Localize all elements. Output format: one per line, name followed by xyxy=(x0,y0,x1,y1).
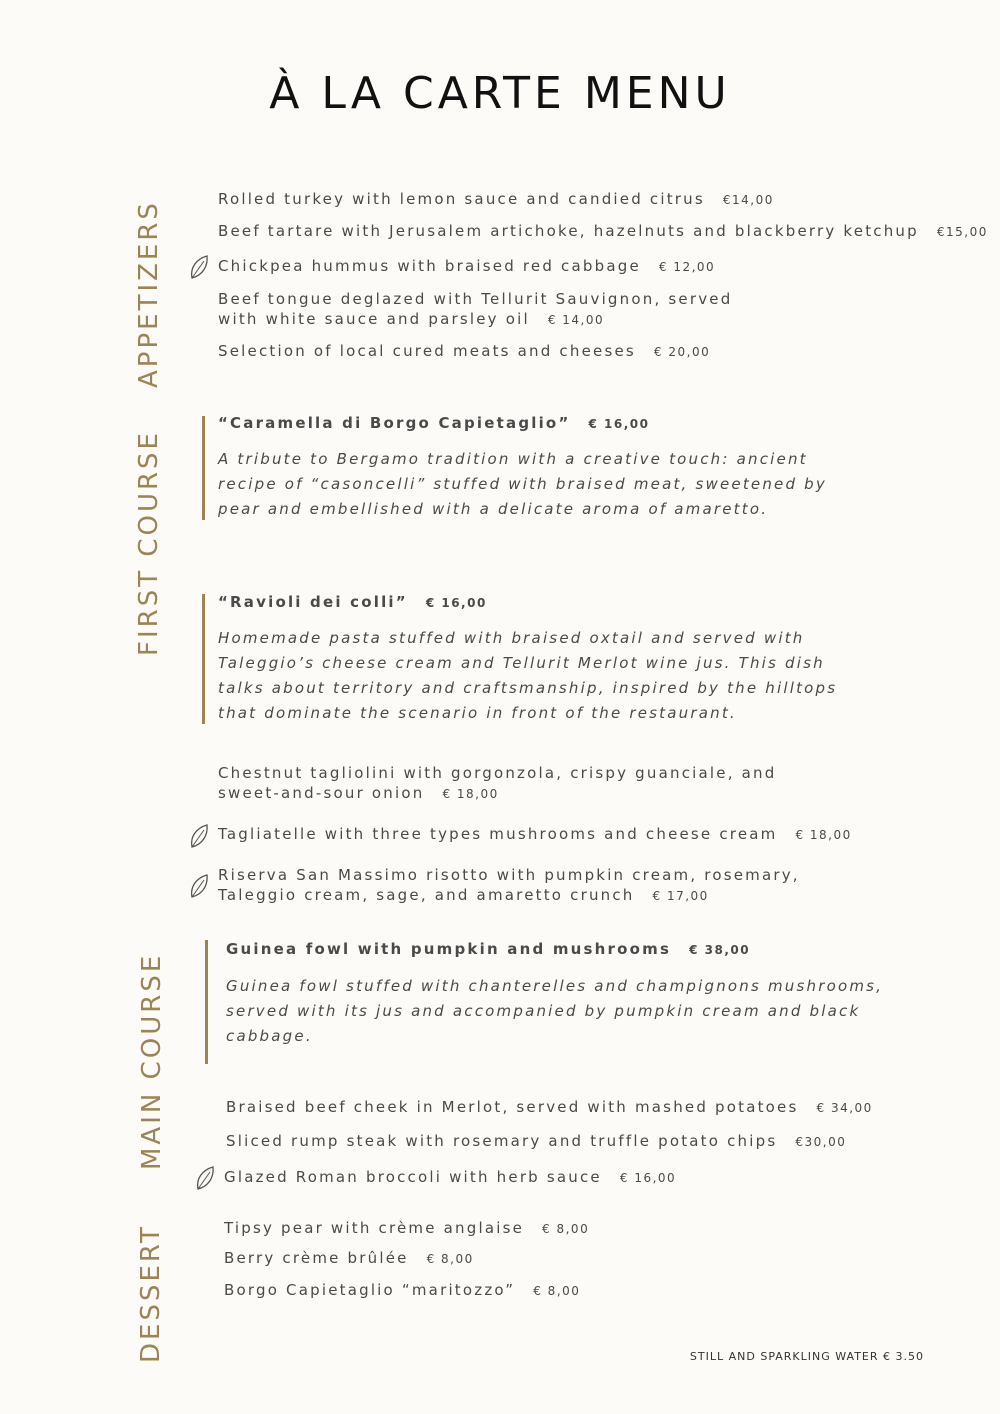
item-description xyxy=(226,974,883,1049)
item-name: Borgo Capietaglio “maritozzo” xyxy=(224,1281,516,1299)
menu-item-featured xyxy=(218,413,649,434)
item-name: Selection of local cured meats and cheeses xyxy=(218,342,636,360)
item-name: Glazed Roman broccoli with herb sauce xyxy=(224,1168,602,1186)
menu-item xyxy=(218,189,774,210)
desc-line: recipe of “casoncelli” stuffed with braised meat, sweetened by xyxy=(218,475,827,493)
desc-line: Guinea fowl stuffed with chanterelles and champignons mushrooms, xyxy=(226,977,884,995)
item-name: Sliced rump steak with rosemary and truffle potato chips xyxy=(226,1132,778,1150)
item-description xyxy=(218,447,827,522)
item-price: € 18,00 xyxy=(442,787,499,801)
item-name-line1: Chestnut tagliolini with gorgonzola, crispy guanciale, and xyxy=(218,764,777,782)
menu-item xyxy=(218,221,988,242)
menu-item xyxy=(226,1131,846,1152)
menu-item xyxy=(224,1248,474,1269)
item-name: Guinea fowl with pumpkin and mushrooms xyxy=(226,940,672,958)
item-name-line1: Beef tongue deglazed with Tellurit Sauvignon, served xyxy=(218,290,733,308)
item-price: € 12,00 xyxy=(658,260,716,274)
page-title: À LA CARTE MENU xyxy=(269,68,731,119)
leaf-icon xyxy=(188,254,210,280)
item-name: “Ravioli dei colli” xyxy=(218,593,408,611)
section-label-appetizers: APPETIZERS xyxy=(134,200,164,388)
section-label-main-course: MAIN COURSE xyxy=(137,952,167,1170)
water-price-note: STILL AND SPARKLING WATER € 3.50 xyxy=(689,1350,924,1363)
item-name-line2: Taleggio cream, sage, and amaretto crunch xyxy=(218,886,635,904)
item-price: € 17,00 xyxy=(652,889,709,903)
menu-item-featured xyxy=(226,939,750,960)
section-label-dessert: DESSERT xyxy=(136,1224,166,1363)
item-name: “Caramella di Borgo Capietaglio” xyxy=(218,414,571,432)
item-price: € 18,00 xyxy=(795,828,852,842)
item-name: Tagliatelle with three types mushrooms and cheese cream xyxy=(218,825,778,843)
item-price: € 16,00 xyxy=(619,1171,677,1185)
accent-bar xyxy=(205,940,208,1064)
item-description xyxy=(218,626,837,726)
desc-line: cabbage. xyxy=(226,1027,313,1045)
desc-line: that dominate the scenario in front of the restaurant. xyxy=(218,704,737,722)
item-price: € 8,00 xyxy=(426,1252,474,1266)
item-price: € 38,00 xyxy=(689,943,751,957)
item-price: € 20,00 xyxy=(653,345,711,359)
menu-item xyxy=(218,256,715,277)
accent-bar xyxy=(202,416,205,520)
menu-item xyxy=(226,1097,873,1118)
item-price: € 8,00 xyxy=(533,1284,581,1298)
desc-line: pear and embellished with a delicate aroma of amaretto. xyxy=(218,500,769,518)
desc-line: A tribute to Bergamo tradition with a creative touch: ancient xyxy=(218,450,808,468)
section-label-first-course: FIRST COURSE xyxy=(134,430,164,656)
accent-bar xyxy=(202,594,205,724)
leaf-icon xyxy=(188,823,210,849)
menu-item xyxy=(218,824,852,845)
menu-item xyxy=(224,1280,580,1301)
item-price: € 16,00 xyxy=(425,596,487,610)
item-name: Chickpea hummus with braised red cabbage xyxy=(218,257,641,275)
menu-item-featured xyxy=(218,592,487,613)
item-name: Tipsy pear with crème anglaise xyxy=(224,1219,525,1237)
item-price: €15,00 xyxy=(936,225,988,239)
desc-line: served with its jus and accompanied by pumpkin cream and black xyxy=(226,1002,861,1020)
menu-item xyxy=(218,763,776,804)
desc-line: Taleggio’s cheese cream and Tellurit Merlot wine jus. This dish xyxy=(218,654,825,672)
menu-item xyxy=(224,1167,676,1188)
item-name: Berry crème brûlée xyxy=(224,1249,409,1267)
menu-item xyxy=(218,865,800,906)
desc-line: Homemade pasta stuffed with braised oxtail and served with xyxy=(218,629,805,647)
desc-line: talks about territory and craftsmanship, inspired by the hilltops xyxy=(218,679,838,697)
leaf-icon xyxy=(188,873,210,899)
leaf-icon xyxy=(194,1165,216,1191)
item-price: €14,00 xyxy=(722,193,774,207)
item-name: Rolled turkey with lemon sauce and candied citrus xyxy=(218,190,705,208)
menu-item xyxy=(218,341,710,362)
item-name-line2: with white sauce and parsley oil xyxy=(218,310,530,328)
item-price: € 34,00 xyxy=(816,1101,873,1115)
item-name: Braised beef cheek in Merlot, served with mashed potatoes xyxy=(226,1098,799,1116)
item-name: Beef tartare with Jerusalem artichoke, hazelnuts and blackberry ketchup xyxy=(218,222,919,240)
item-price: €30,00 xyxy=(795,1135,847,1149)
item-name-line2: sweet-and-sour onion xyxy=(218,784,425,802)
item-price: € 14,00 xyxy=(547,313,605,327)
item-price: € 16,00 xyxy=(588,417,650,431)
menu-item xyxy=(218,289,732,330)
item-name-line1: Riserva San Massimo risotto with pumpkin cream, rosemary, xyxy=(218,866,800,884)
item-price: € 8,00 xyxy=(542,1222,590,1236)
menu-item xyxy=(224,1218,589,1239)
